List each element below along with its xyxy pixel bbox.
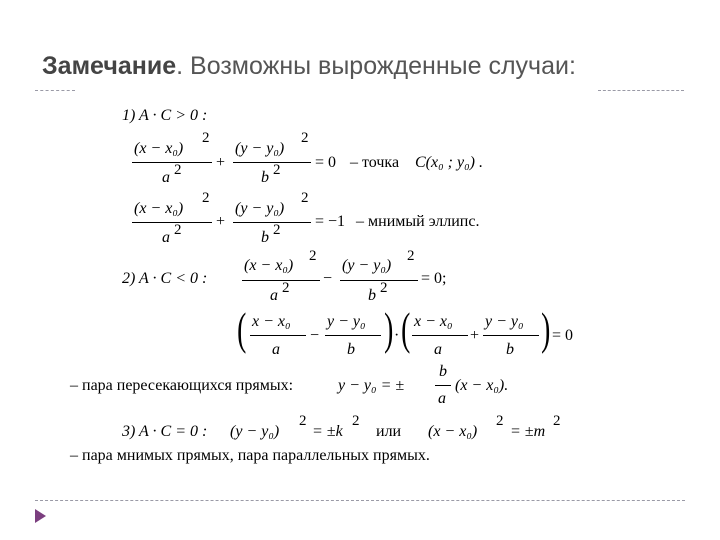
c1e2-a: a bbox=[162, 229, 170, 246]
c2-line-rhs: (x − x₀). bbox=[455, 377, 509, 394]
c2-factored-rhs: = 0 bbox=[552, 327, 574, 344]
c1e2-b-sq: 2 bbox=[273, 222, 281, 238]
c1e2-frac2-bar bbox=[233, 222, 311, 223]
c1e2-desc: – мнимый эллипс. bbox=[356, 213, 480, 230]
title-rest: . Возможны вырожденные случаи: bbox=[176, 52, 576, 80]
c2-line-b: b bbox=[439, 363, 447, 380]
slide-title bbox=[42, 52, 576, 81]
c2f1-minus: − bbox=[310, 327, 320, 344]
c2-frac2-bar bbox=[340, 280, 418, 281]
c2-line-text: – пара пересекающихся прямых: bbox=[70, 377, 294, 394]
c3-k-sq: 2 bbox=[352, 413, 360, 429]
c1e1-b-sq: 2 bbox=[273, 162, 281, 178]
c2-minus: − bbox=[323, 270, 333, 287]
c1e1-frac1-bar bbox=[132, 162, 212, 163]
c2-paren2-close: ) bbox=[541, 303, 551, 354]
c2f3-bar bbox=[412, 335, 468, 336]
c1e1-rhs: = 0 bbox=[315, 154, 337, 171]
c2f1-b: b bbox=[347, 341, 355, 358]
c2-y-sq: 2 bbox=[407, 248, 415, 264]
c2-y-term: (y − y₀) bbox=[342, 257, 392, 274]
c2f1-y-minus: y − y₀ bbox=[327, 313, 366, 330]
c2-x-sq: 2 bbox=[309, 248, 317, 264]
c3-eq-b-rhs: = ±m bbox=[510, 423, 546, 440]
c1e2-y-sq: 2 bbox=[301, 190, 309, 206]
c2f2-y-minus: y − y₀ bbox=[485, 313, 524, 330]
c1e1-b: b bbox=[261, 169, 269, 186]
c2-paren2-open: ( bbox=[401, 303, 411, 354]
c1e1-y-term: (y − y₀) bbox=[235, 140, 285, 157]
c1e1-desc: – точка bbox=[350, 154, 400, 171]
next-arrow-icon[interactable] bbox=[35, 509, 46, 523]
c2-paren1-close: ) bbox=[384, 303, 394, 354]
c1e2-a-sq: 2 bbox=[174, 222, 182, 238]
c2-line-a: a bbox=[438, 390, 446, 407]
c1e2-b: b bbox=[261, 229, 269, 246]
c1e1-point: C(x₀ ; y₀) . bbox=[415, 154, 483, 171]
c2f2-plus: + bbox=[470, 327, 480, 344]
c1e1-x-sq: 2 bbox=[202, 130, 210, 146]
c2-a-sq: 2 bbox=[282, 280, 290, 296]
c2f1-a: a bbox=[272, 341, 280, 358]
c2-line-bar bbox=[435, 385, 451, 386]
c2-paren1-open: ( bbox=[237, 303, 247, 354]
c1e1-plus: + bbox=[216, 154, 226, 171]
case2-header: 2) A · C < 0 : bbox=[122, 270, 208, 287]
c1e1-x-term: (x − x₀) bbox=[134, 140, 184, 157]
c2-dot: · bbox=[394, 327, 400, 344]
c1e2-x-term: (x − x₀) bbox=[134, 200, 184, 217]
c2-b: b bbox=[368, 287, 376, 304]
c3-x-term: (x − x₀) bbox=[428, 423, 478, 440]
bottom-divider bbox=[35, 500, 685, 501]
c2-x-term: (x − x₀) bbox=[244, 257, 294, 274]
c1e1-y-sq: 2 bbox=[301, 130, 309, 146]
c3-line-text: – пара мнимых прямых, пара параллельных прямых. bbox=[70, 447, 430, 464]
top-left-divider bbox=[35, 90, 75, 91]
c2-a: a bbox=[270, 287, 278, 304]
c2f2-bar bbox=[325, 335, 381, 336]
c2-b-sq: 2 bbox=[380, 280, 388, 296]
c1e2-x-sq: 2 bbox=[202, 190, 210, 206]
case1-header: 1) A · C > 0 : bbox=[122, 107, 208, 124]
title-bold: Замечание bbox=[42, 52, 177, 80]
c2f1-x-minus: x − x₀ bbox=[252, 313, 291, 330]
case3-header: 3) A · C = 0 : bbox=[122, 423, 208, 440]
c3-y-sq: 2 bbox=[299, 413, 307, 429]
c2f1-bar bbox=[250, 335, 306, 336]
c1e2-frac1-bar bbox=[132, 222, 212, 223]
c2f2-b: b bbox=[506, 341, 514, 358]
c2f2-x-minus: x − x₀ bbox=[414, 313, 453, 330]
c2-rhs: = 0; bbox=[421, 270, 447, 287]
c3-m-sq: 2 bbox=[553, 413, 561, 429]
c1e2-rhs: = −1 bbox=[315, 213, 346, 230]
c3-x-sq: 2 bbox=[496, 413, 504, 429]
c1e2-plus: + bbox=[216, 213, 226, 230]
c3-eq-a-rhs: = ±k bbox=[312, 423, 343, 440]
c2-frac1-bar bbox=[242, 280, 320, 281]
c3-y-term: (y − y₀) bbox=[230, 423, 280, 440]
c1e1-a-sq: 2 bbox=[174, 162, 182, 178]
c2f2-a: a bbox=[434, 341, 442, 358]
c3-or: или bbox=[376, 423, 402, 440]
c1e1-frac2-bar bbox=[233, 162, 311, 163]
c2-line-lhs: y − y₀ = ± bbox=[338, 377, 405, 394]
c1e1-a: a bbox=[162, 169, 170, 186]
c2f4-bar bbox=[483, 335, 539, 336]
top-right-divider bbox=[598, 90, 684, 91]
c1e2-y-term: (y − y₀) bbox=[235, 200, 285, 217]
